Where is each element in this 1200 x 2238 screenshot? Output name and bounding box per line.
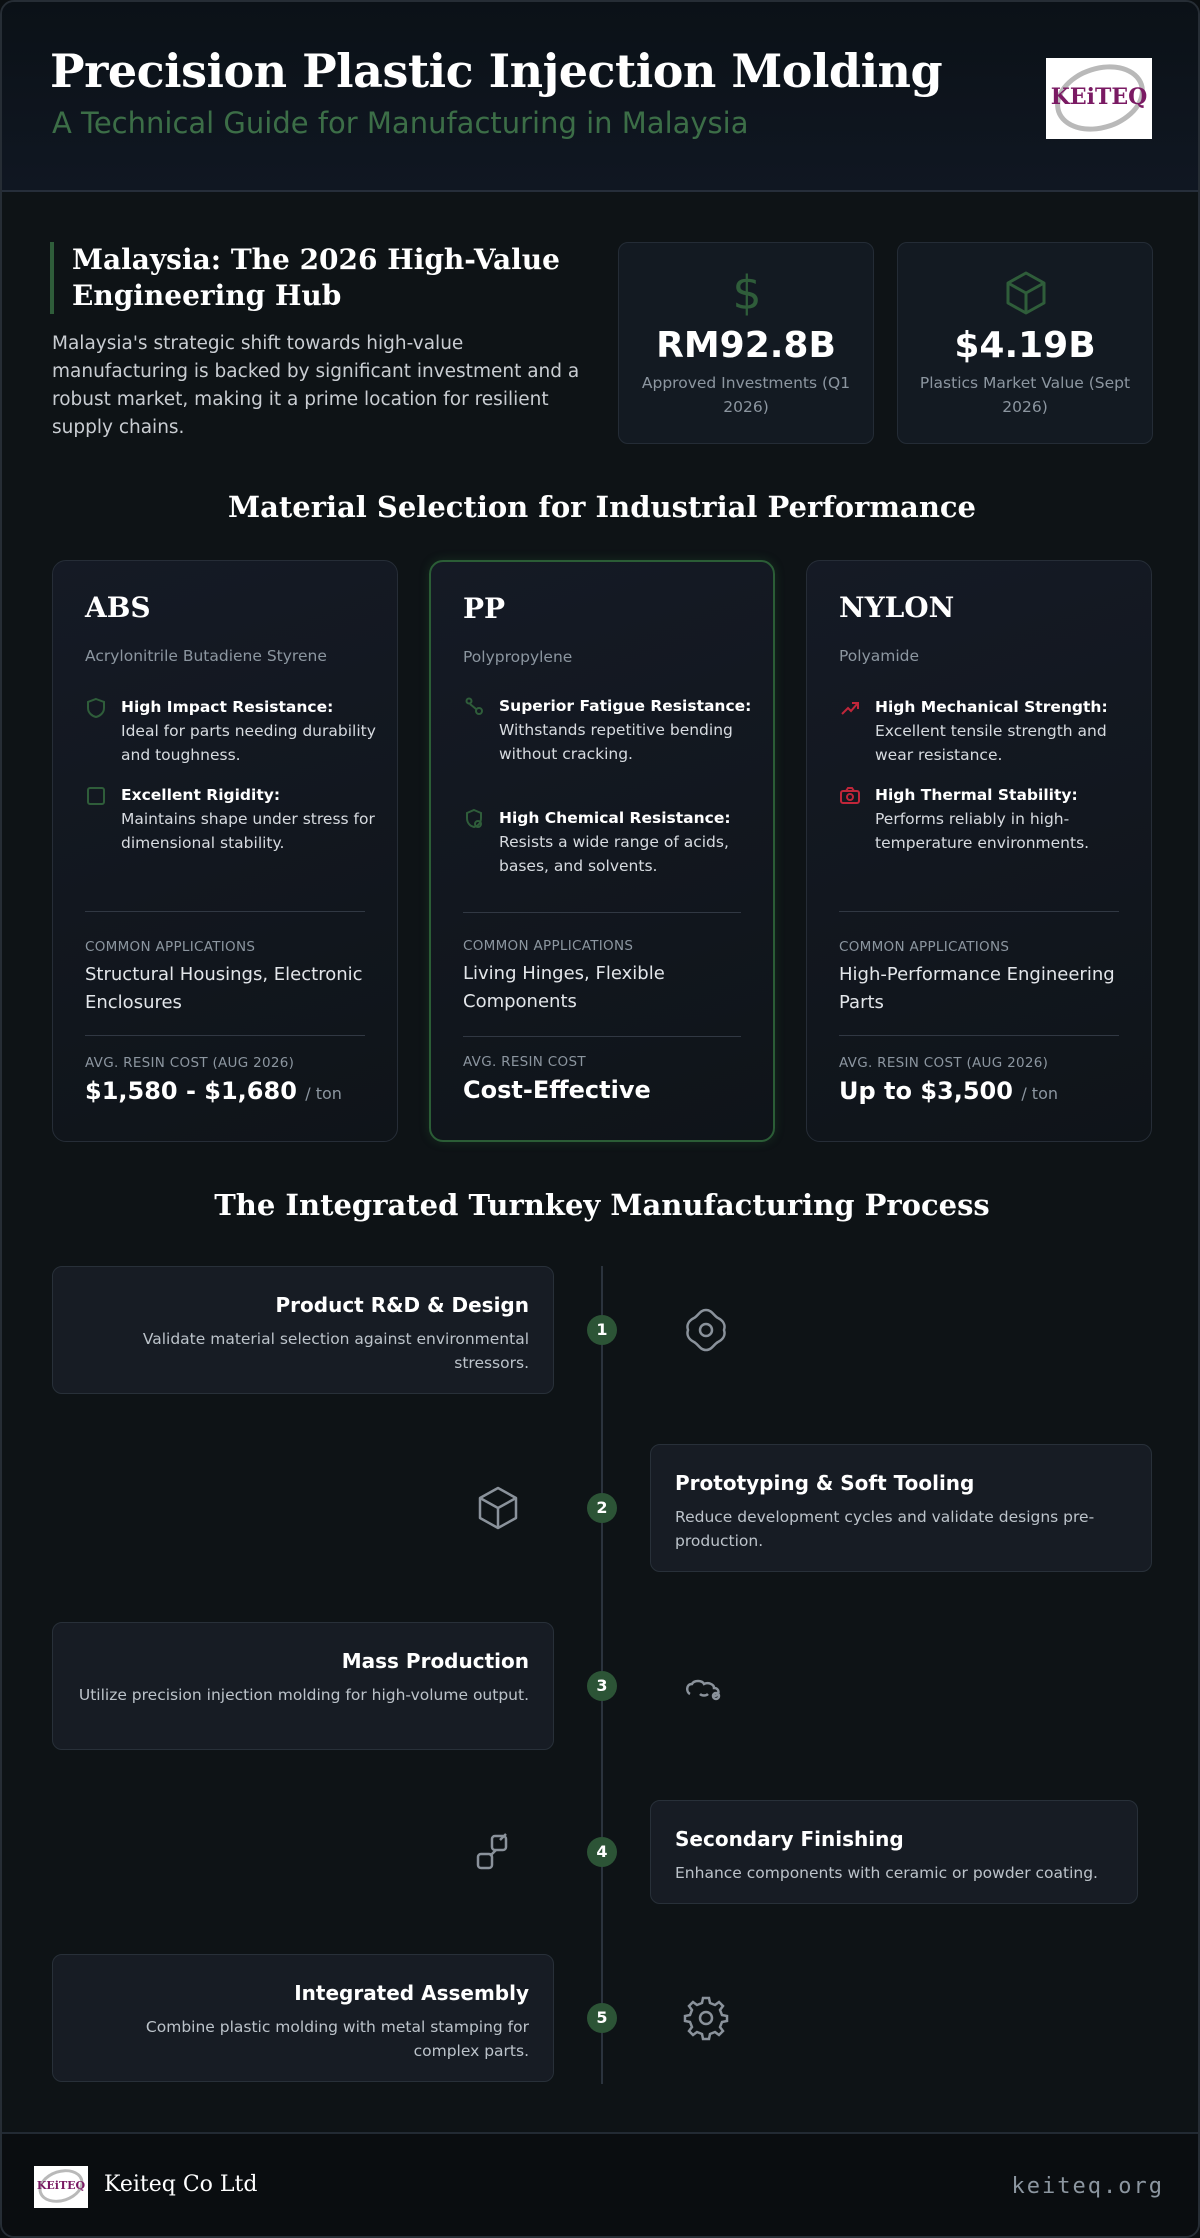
feature-title: High Impact Resistance:	[121, 698, 334, 716]
page-subtitle: A Technical Guide for Manufacturing in Malaysia	[52, 106, 749, 140]
applications-caption: COMMON APPLICATIONS	[85, 939, 256, 955]
footer-logo	[34, 2166, 88, 2208]
step-text: Validate material selection against environmental stressors.	[142, 1330, 529, 1372]
cost-value: Cost-Effective	[463, 1076, 651, 1104]
page-title: Precision Plastic Injection Molding	[50, 44, 943, 98]
resin-cost	[463, 1076, 651, 1104]
feature-item	[839, 783, 1139, 855]
stat-label: Plastics Market Value (Sept 2026)	[919, 374, 1131, 416]
resin-cost	[85, 1077, 342, 1105]
step-text: Combine plastic molding with metal stamping for complex parts.	[145, 2018, 529, 2060]
applications-caption: COMMON APPLICATIONS	[839, 939, 1010, 955]
step-title: Mass Production	[341, 1649, 529, 1673]
camera-icon	[839, 785, 861, 807]
cost-caption: AVG. RESIN COST	[463, 1054, 586, 1070]
cost-unit: / ton	[1021, 1084, 1058, 1103]
hub-accent-bar	[50, 242, 54, 314]
material-name: ABS	[85, 591, 151, 624]
material-card-pp	[429, 560, 775, 1142]
step-text: Reduce development cycles and validate designs pre-production.	[675, 1508, 1095, 1550]
link-icon	[470, 1826, 522, 1878]
stat-label: Approved Investments (Q1 2026)	[641, 374, 851, 416]
step-number: 4	[587, 1837, 617, 1867]
feature-text: Excellent tensile strength and wear resistance.	[875, 722, 1107, 764]
hub-text: Malaysia's strategic shift towards high-value manufacturing is backed by significant investment and a robust market, making it a prime location for resilient supply chains.	[52, 333, 580, 438]
feature-item	[85, 783, 385, 855]
company-name: Keiteq Co Ltd	[104, 2172, 258, 2197]
feature-title: High Mechanical Strength:	[875, 698, 1108, 716]
step-title: Integrated Assembly	[294, 1981, 529, 2005]
feature-title: High Thermal Stability:	[875, 786, 1078, 804]
process-step-2	[650, 1444, 1152, 1572]
shield-icon	[85, 697, 107, 719]
applications-text: Structural Housings, Electronic Enclosures	[85, 964, 363, 1013]
material-name: PP	[463, 592, 506, 625]
stat-card-investments	[618, 242, 874, 444]
applications-text: High-Performance Engineering Parts	[839, 964, 1115, 1013]
hub-title: Malaysia: The 2026 High-Value Engineering Hub	[72, 243, 560, 312]
cost-unit: / ton	[305, 1084, 342, 1103]
feature-item	[839, 695, 1139, 767]
hinge-icon	[463, 696, 485, 718]
resin-cost	[839, 1077, 1058, 1105]
feature-title: Superior Fatigue Resistance:	[499, 697, 752, 715]
material-full-name: Polypropylene	[463, 648, 573, 666]
cost-value: $1,580 - $1,680	[85, 1077, 297, 1105]
header	[2, 2, 1198, 192]
keiteq-logo	[1046, 58, 1152, 139]
logo-text: KEiTEQ	[1050, 84, 1148, 110]
footer	[2, 2132, 1198, 2238]
trend-up-icon	[839, 697, 861, 719]
material-full-name: Acrylonitrile Butadiene Styrene	[85, 647, 327, 665]
step-title: Product R&D & Design	[275, 1293, 529, 1317]
stat-value: RM92.8B	[656, 325, 836, 366]
feature-text: Performs reliably in high-temperature environments.	[875, 810, 1090, 852]
step-text: Utilize precision injection molding for high-volume output.	[78, 1686, 529, 1704]
feature-item	[463, 694, 763, 766]
feature-item	[463, 806, 763, 878]
process-title: The Integrated Turnkey Manufacturing Process	[214, 1188, 990, 1222]
cost-value: Up to $3,500	[839, 1077, 1013, 1105]
material-card-abs	[52, 560, 398, 1142]
applications-text: Living Hinges, Flexible Components	[463, 963, 665, 1012]
material-full-name: Polyamide	[839, 647, 920, 665]
feature-text: Maintains shape under stress for dimensional stability.	[121, 810, 375, 852]
process-step-1	[52, 1266, 554, 1394]
materials-title: Material Selection for Industrial Performance	[227, 490, 977, 524]
process-step-3	[52, 1622, 554, 1750]
svg-text:$: $	[732, 267, 762, 317]
stat-card-market	[897, 242, 1153, 444]
flower-gear-icon	[680, 1304, 732, 1356]
process-step-5	[52, 1954, 554, 2082]
gear-icon	[680, 1992, 732, 2044]
footer-logo-text: KEiTEQ	[36, 2179, 86, 2192]
step-title: Prototyping & Soft Tooling	[675, 1471, 975, 1495]
cost-caption: AVG. RESIN COST (AUG 2026)	[839, 1055, 1049, 1071]
process-step-4	[650, 1800, 1138, 1904]
cloud-link-icon	[680, 1662, 732, 1714]
feature-text: Ideal for parts needing durability and toughness.	[121, 722, 376, 764]
step-number: 2	[587, 1493, 617, 1523]
step-number: 5	[587, 2003, 617, 2033]
material-name: NYLON	[839, 591, 955, 624]
cost-caption: AVG. RESIN COST (AUG 2026)	[85, 1055, 295, 1071]
cube-icon	[472, 1482, 524, 1534]
step-number: 1	[587, 1315, 617, 1345]
box-icon	[898, 267, 1152, 317]
material-card-nylon	[806, 560, 1152, 1142]
feature-title: Excellent Rigidity:	[121, 786, 281, 804]
feature-text: Withstands repetitive bending without cracking.	[499, 721, 733, 763]
step-number: 3	[587, 1671, 617, 1701]
website-link[interactable]: keiteq.org	[1011, 2174, 1164, 2199]
square-icon	[85, 785, 107, 807]
feature-text: Resists a wide range of acids, bases, and solvents.	[499, 833, 729, 875]
step-title: Secondary Finishing	[675, 1827, 904, 1851]
applications-caption: COMMON APPLICATIONS	[463, 938, 634, 954]
dollar-icon	[619, 267, 873, 317]
feature-title: High Chemical Resistance:	[499, 809, 731, 827]
stat-value: $4.19B	[954, 325, 1096, 366]
step-text: Enhance components with ceramic or powder coating.	[675, 1864, 1098, 1882]
feature-item	[85, 695, 385, 767]
shield-check-icon	[463, 808, 485, 830]
